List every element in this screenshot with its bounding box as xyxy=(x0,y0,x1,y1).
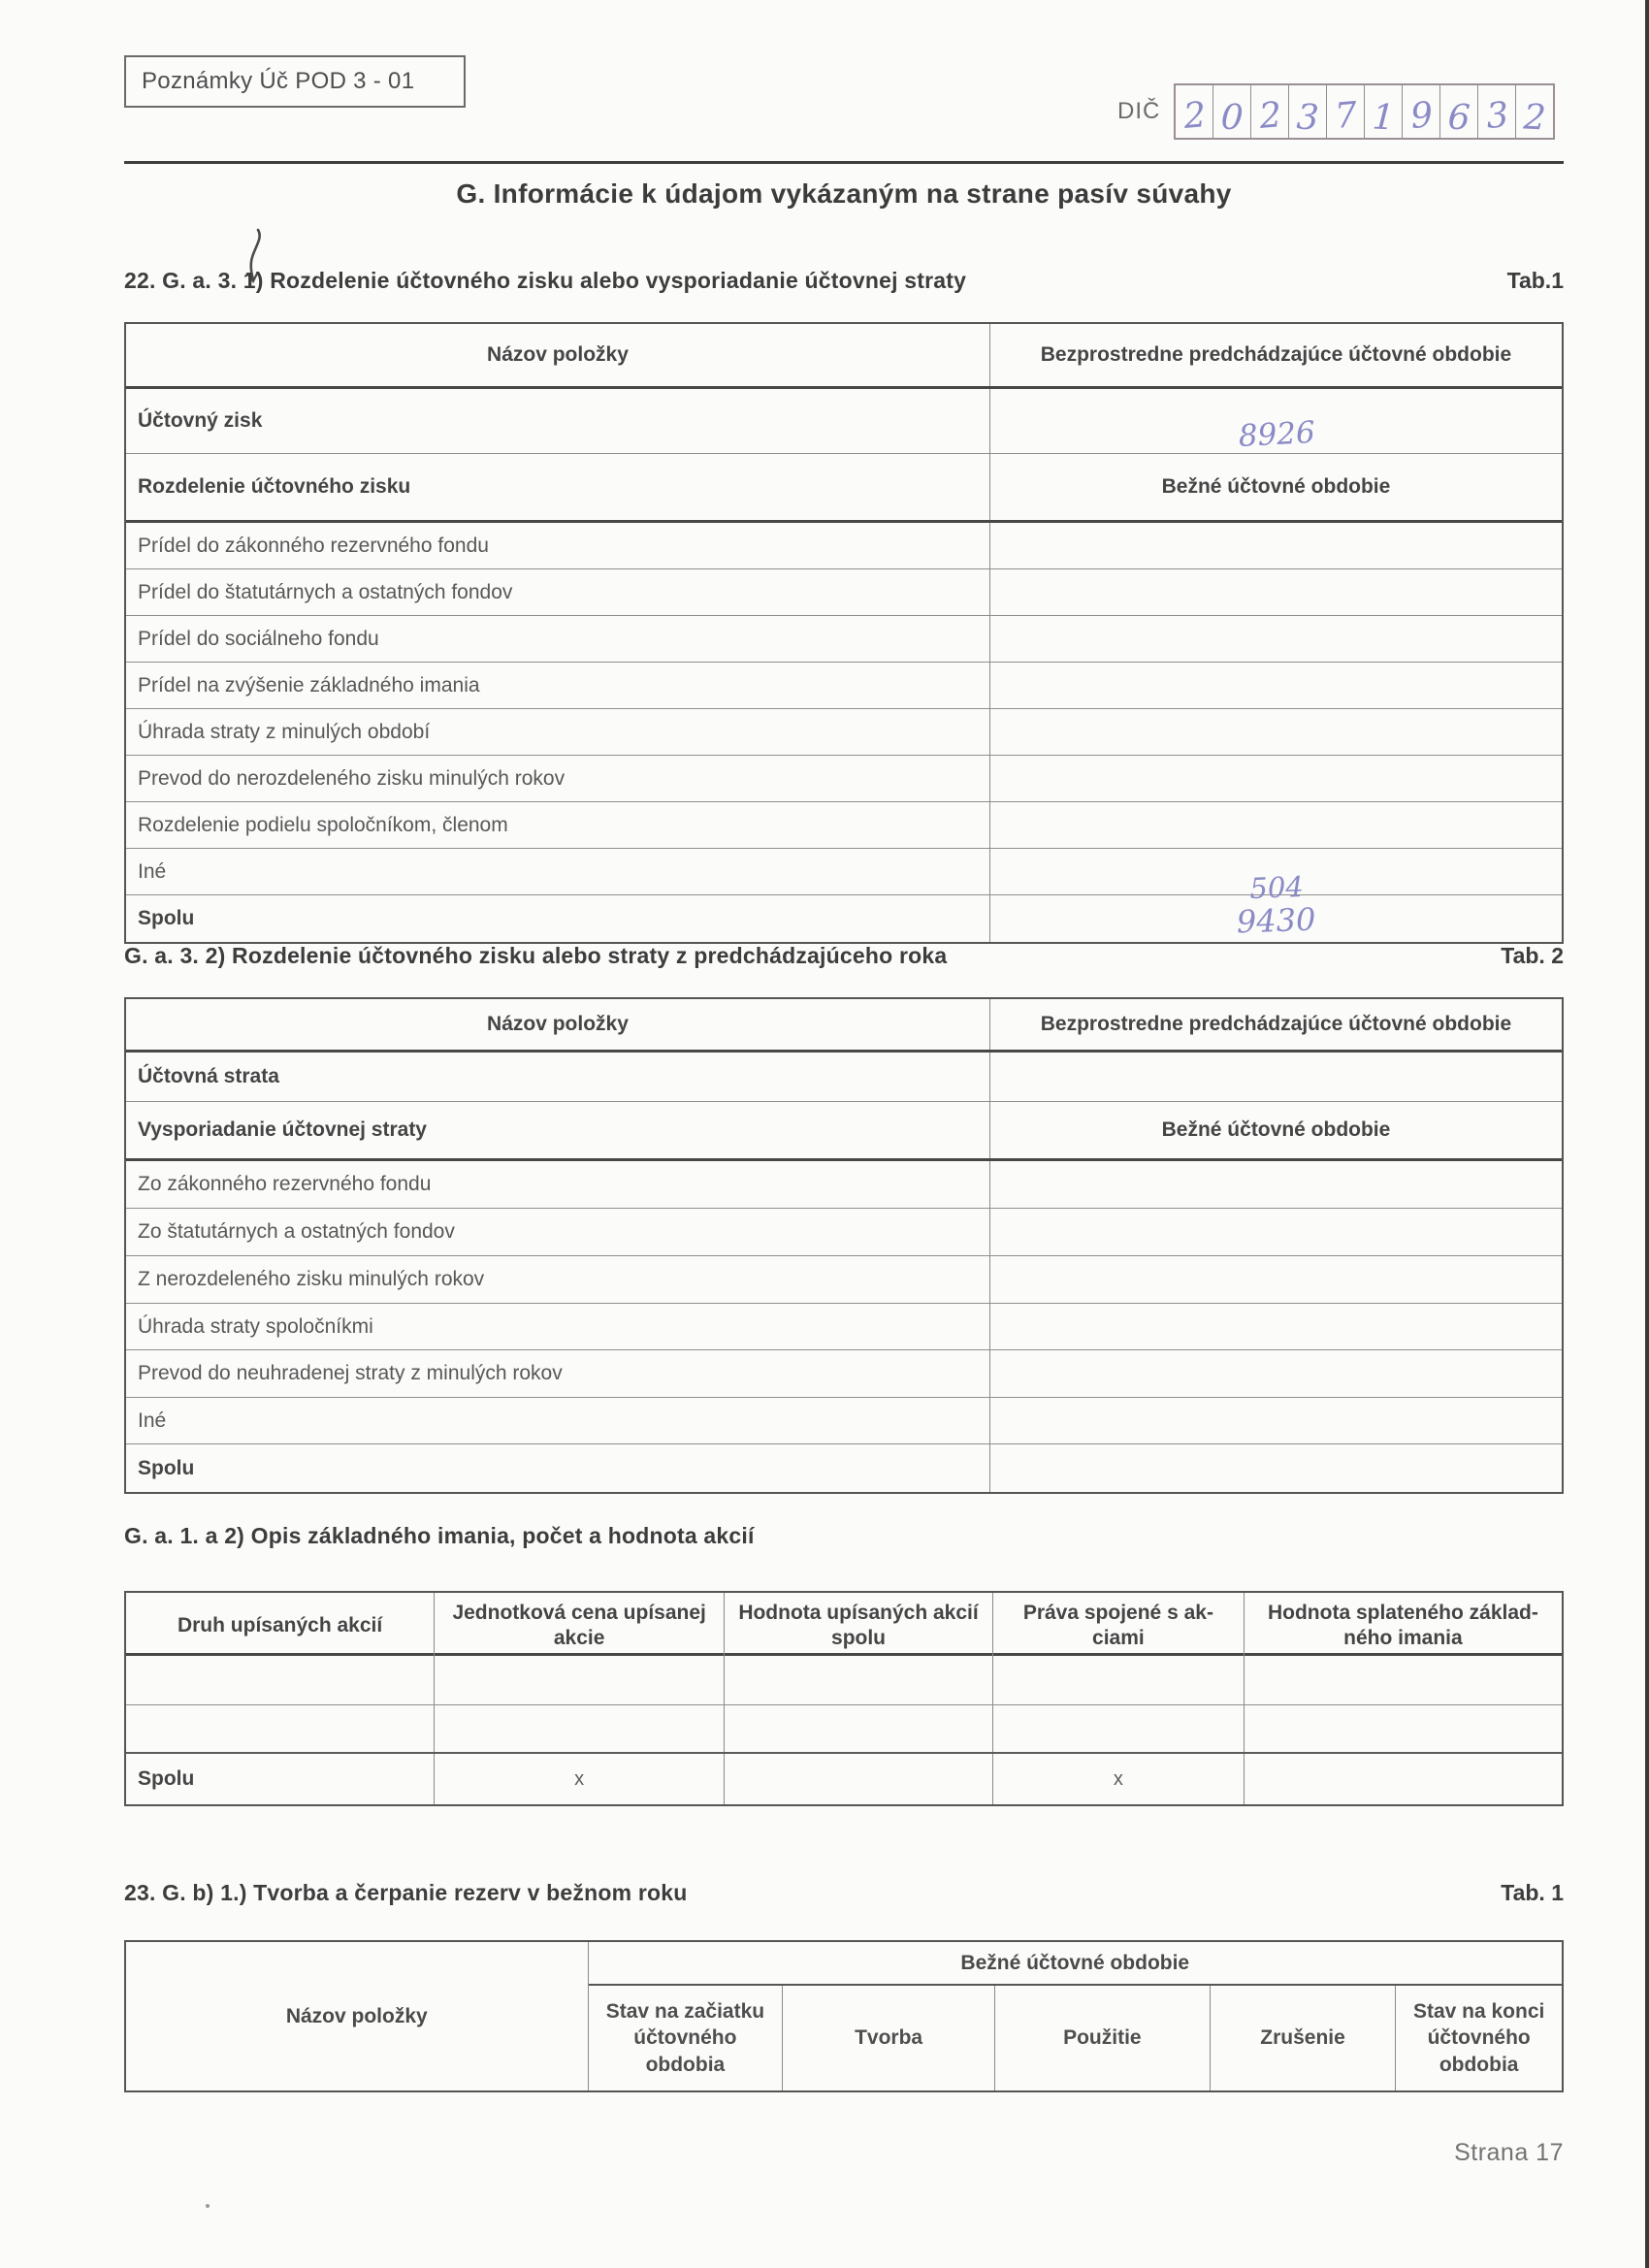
row-cell xyxy=(435,1705,725,1752)
table-row xyxy=(126,663,1562,709)
handwritten-digit: 6 xyxy=(1446,96,1471,139)
row-label: Prídel do zákonného rezervného fondu xyxy=(126,523,990,568)
form-code-label: Poznámky Úč POD 3 - 01 xyxy=(142,68,415,94)
form-code-box xyxy=(124,55,466,108)
table-loss-settlement xyxy=(124,997,1564,1494)
row-label: Spolu xyxy=(126,1444,990,1492)
row-value xyxy=(990,1304,1562,1349)
handwritten-value: 8926 xyxy=(1237,414,1316,455)
row-value: Bežné účtovné obdobie xyxy=(1161,475,1391,498)
table-row xyxy=(126,1656,1562,1705)
row-label: Účtovná strata xyxy=(126,1053,990,1101)
table-row xyxy=(126,709,1562,756)
table-row xyxy=(126,389,1562,454)
table-row xyxy=(126,756,1562,802)
row-label: Rozdelenie účtovného zisku xyxy=(126,454,990,520)
dic-cell xyxy=(1289,85,1327,138)
dic-cell xyxy=(1516,85,1553,138)
column-header: Názov položky xyxy=(126,999,990,1050)
section-3-heading: G. a. 1. a 2) Opis základného imania, počet a hodnota akcií xyxy=(124,1523,755,1548)
table-row xyxy=(126,1053,1562,1102)
row-label: Iné xyxy=(126,1398,990,1443)
row-value xyxy=(990,849,1562,905)
handwritten-digit: 2 xyxy=(1181,94,1208,137)
dic-cell xyxy=(1213,85,1251,138)
column-header: Tvorba xyxy=(783,1986,995,2090)
table-row xyxy=(126,1102,1562,1161)
row-value xyxy=(990,616,1562,662)
row-label: Prídel na zvýšenie základného imania xyxy=(126,663,990,708)
table-share-capital xyxy=(124,1591,1564,1806)
column-header: Bezprostredne predchádzajúce účtovné obdobie xyxy=(1040,1013,1512,1035)
column-header: Stav na začiatku účtovného obdobia xyxy=(589,1986,784,2090)
table-row xyxy=(126,849,1562,905)
row-value xyxy=(990,523,1562,568)
section-4-heading-row xyxy=(124,1880,1564,1906)
column-header: Názov položky xyxy=(126,324,990,386)
page-number: Strana 17 xyxy=(1454,2139,1564,2166)
section-1-tab-label: Tab.1 xyxy=(1506,268,1564,293)
row-cell xyxy=(993,1656,1245,1704)
table-row xyxy=(126,1209,1562,1256)
dic-cell xyxy=(1365,85,1403,138)
section-4-heading: 23. G. b) 1.) Tvorba a čerpanie rezerv v bežnom roku xyxy=(124,1880,688,1905)
row-label: Spolu xyxy=(126,895,990,942)
section-2-heading: G. a. 3. 2) Rozdelenie účtovného zisku alebo straty z predchádzajúceho roka xyxy=(124,943,948,968)
dic-cell xyxy=(1251,85,1289,138)
section-1-heading-row xyxy=(124,268,1564,294)
row-cell xyxy=(126,1705,435,1752)
row-label: Prevod do nerozdeleného zisku minulých rokov xyxy=(126,756,990,801)
column-header: Použitie xyxy=(995,1986,1211,2090)
row-value xyxy=(990,1209,1562,1255)
table-row xyxy=(126,802,1562,849)
row-label: Zo zákonného rezervného fondu xyxy=(126,1161,990,1208)
table-row xyxy=(126,895,1562,942)
handwritten-digit: 1 xyxy=(1371,96,1396,139)
row-value xyxy=(990,802,1562,848)
table-total-row xyxy=(126,1754,1562,1804)
table-reserves xyxy=(124,1940,1564,2092)
column-header: Hodnota upísaných akcií spolu xyxy=(725,1593,993,1660)
row-label: Úhrada straty z minulých období xyxy=(126,709,990,755)
table-header-row xyxy=(126,324,1562,389)
reserves-period-columns xyxy=(589,1942,1562,2090)
row-cell xyxy=(725,1656,993,1704)
section-4-tab-label: Tab. 1 xyxy=(1501,1880,1564,1905)
table-header-row xyxy=(126,999,1562,1053)
row-value xyxy=(990,663,1562,708)
dic-cell xyxy=(1403,85,1440,138)
row-cell xyxy=(993,1705,1245,1752)
table-row xyxy=(126,569,1562,616)
handwritten-digit: 0 xyxy=(1219,96,1245,139)
handwritten-digit: 2 xyxy=(1522,96,1547,139)
section-2-tab-label: Tab. 2 xyxy=(1501,943,1564,968)
table-row xyxy=(126,454,1562,523)
table-row xyxy=(126,523,1562,569)
table-header-row xyxy=(126,1593,1562,1656)
row-cell xyxy=(1245,1656,1562,1704)
row-value xyxy=(990,389,1562,453)
column-header: Stav na konci účtovného obdobia xyxy=(1412,2000,1545,2076)
section-1-heading: 22. G. a. 3. 1) Rozdelenie účtovného zisku alebo vysporiadanie účtovnej straty xyxy=(124,268,967,293)
row-label: Prídel do štatutárnych a ostatných fondov xyxy=(126,569,990,615)
row-value xyxy=(990,1350,1562,1397)
band-header: Bežné účtovné obdobie xyxy=(589,1942,1562,1986)
table-row xyxy=(126,1161,1562,1209)
row-cell xyxy=(126,1656,435,1704)
handwritten-digit: 2 xyxy=(1257,94,1283,137)
row-value xyxy=(990,1053,1562,1101)
row-value xyxy=(990,569,1562,615)
handwritten-digit: 3 xyxy=(1295,96,1320,139)
column-header: Jednotková cena upísanej akcie xyxy=(435,1593,725,1660)
dic-label: DIČ xyxy=(1117,98,1161,124)
dic-cell xyxy=(1440,85,1478,138)
handwritten-value: 504 xyxy=(1248,869,1305,905)
column-header: Zrušenie xyxy=(1211,1986,1397,2090)
column-header: Názov položky xyxy=(126,1942,589,2090)
column-header: Bezprostredne predchádzajúce účtovné obdobie xyxy=(1040,343,1512,366)
row-value xyxy=(990,1398,1562,1443)
table-row xyxy=(126,1256,1562,1304)
table-row xyxy=(126,1398,1562,1444)
row-label: Úhrada straty spoločníkmi xyxy=(126,1304,990,1349)
row-label: Iné xyxy=(126,849,990,894)
row-value: Bežné účtovné obdobie xyxy=(1161,1118,1391,1141)
handwritten-digit: 9 xyxy=(1408,94,1435,137)
not-applicable-mark: x xyxy=(1113,1767,1123,1790)
handwritten-value: 9430 xyxy=(1236,900,1316,941)
table-profit-distribution xyxy=(124,322,1564,944)
section-3-heading-row xyxy=(124,1523,1564,1549)
row-label: Rozdelenie podielu spoločníkom, členom xyxy=(126,802,990,848)
row-value xyxy=(990,1256,1562,1303)
column-header: Práva spojené s akciami xyxy=(993,1593,1245,1660)
row-label: Spolu xyxy=(126,1754,435,1804)
row-label: Účtovný zisk xyxy=(126,389,990,453)
dic-digit-grid xyxy=(1174,83,1555,140)
table-row xyxy=(126,1444,1562,1492)
scan-speck xyxy=(206,2204,210,2208)
dic-field xyxy=(1117,83,1555,140)
row-value xyxy=(990,756,1562,801)
dic-cell xyxy=(1478,85,1516,138)
section-2-heading-row xyxy=(124,943,1564,969)
dic-cell xyxy=(1176,85,1213,138)
handwritten-digit: 7 xyxy=(1333,94,1359,137)
row-label: Zo štatutárnych a ostatných fondov xyxy=(126,1209,990,1255)
row-value xyxy=(990,1444,1562,1492)
row-cell xyxy=(725,1705,993,1752)
dic-cell xyxy=(1327,85,1365,138)
row-label: Prevod do neuhradenej straty z minulých rokov xyxy=(126,1350,990,1397)
scan-edge-artifact xyxy=(1645,0,1649,2268)
page-title: G. Informácie k údajom vykázaným na strane pasív súvahy xyxy=(456,178,1232,209)
table-row xyxy=(126,616,1562,663)
table-row xyxy=(126,1705,1562,1754)
row-label: Vysporiadanie účtovnej straty xyxy=(126,1102,990,1158)
row-cell xyxy=(725,1754,993,1804)
row-cell xyxy=(435,1656,725,1704)
table-row xyxy=(126,1350,1562,1398)
row-value xyxy=(990,709,1562,755)
row-cell xyxy=(1245,1705,1562,1752)
header-divider xyxy=(124,161,1564,164)
row-cell xyxy=(1245,1754,1562,1804)
row-value xyxy=(990,1161,1562,1208)
row-label: Prídel do sociálneho fondu xyxy=(126,616,990,662)
column-header: Hodnota splateného základného imania xyxy=(1267,1602,1538,1650)
column-header: Druh upísaných akcií xyxy=(126,1593,435,1660)
handwritten-digit: 3 xyxy=(1484,94,1510,137)
not-applicable-mark: x xyxy=(574,1767,585,1790)
row-label: Z nerozdeleného zisku minulých rokov xyxy=(126,1256,990,1303)
table-row xyxy=(126,1304,1562,1350)
